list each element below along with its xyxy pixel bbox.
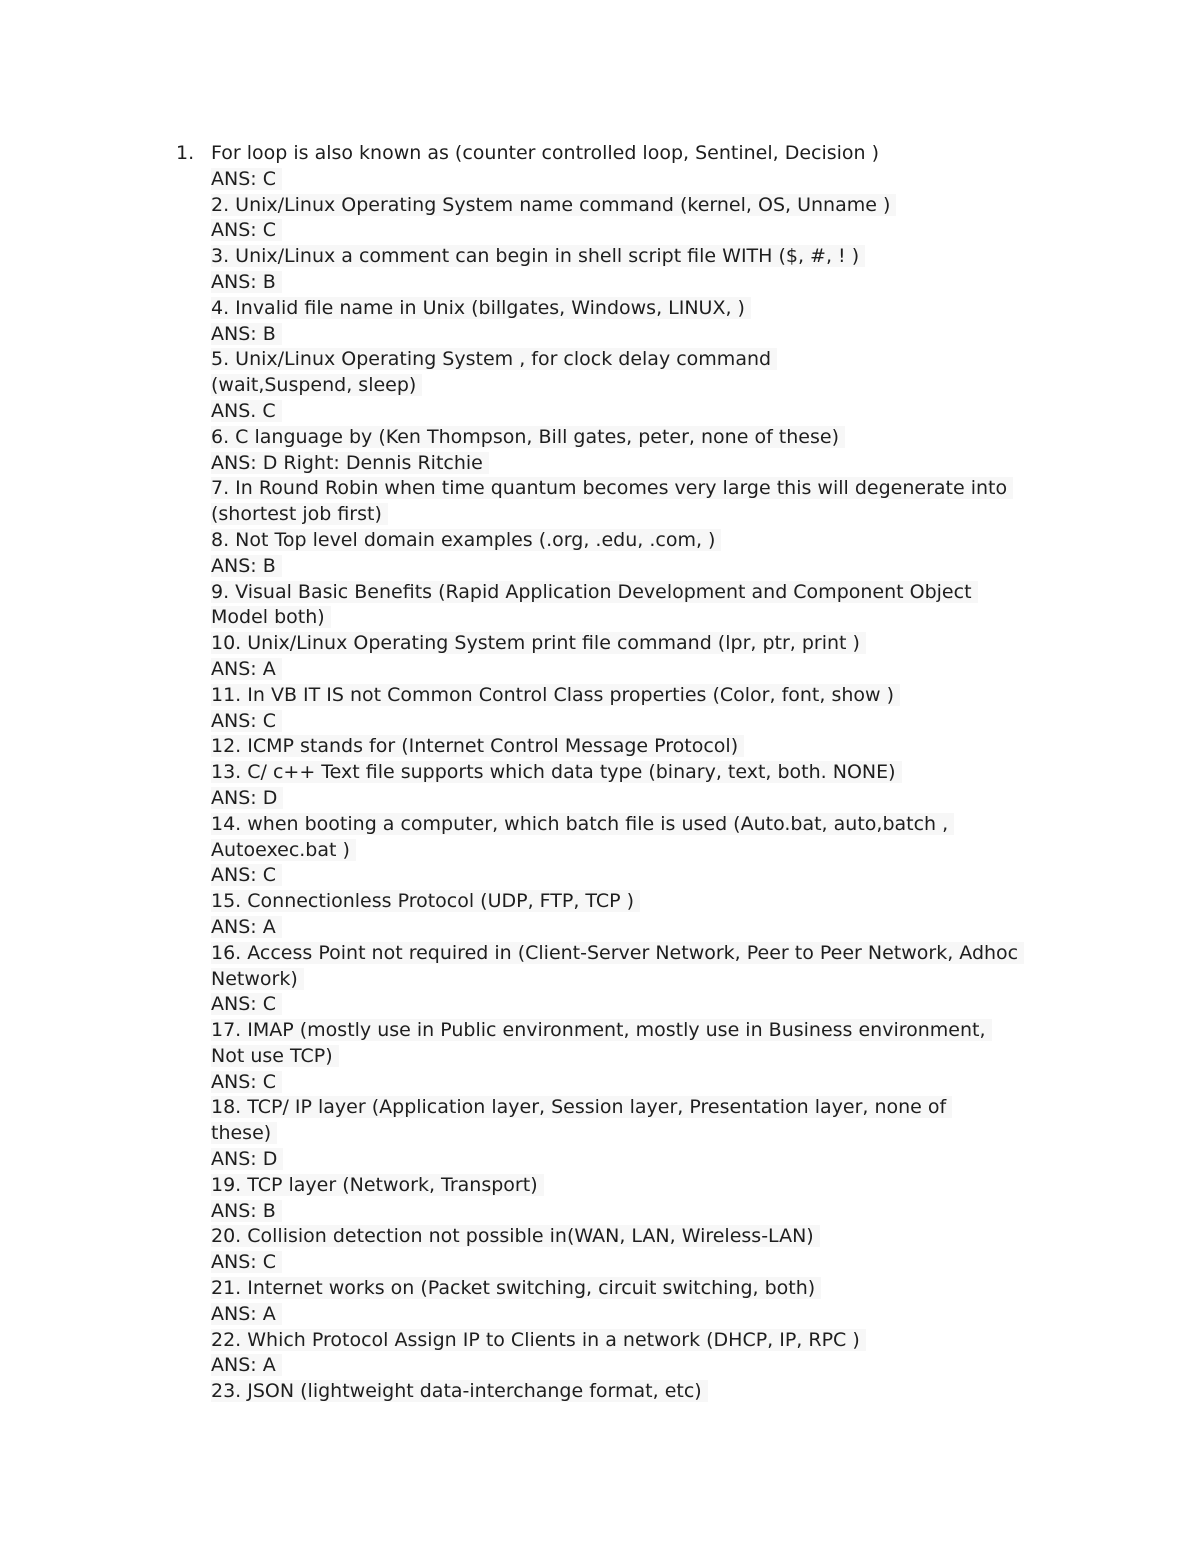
text-line: [211, 1044, 1081, 1070]
text-line: [211, 425, 1081, 451]
text-line: [211, 218, 1081, 244]
text-line: [211, 270, 1081, 296]
text-line-content: ANS: A: [211, 1303, 282, 1325]
text-line: [211, 657, 1081, 683]
text-line-content: ANS: B: [211, 555, 282, 577]
text-line-content: 10. Unix/Linux Operating System print file command (lpr, ptr, print ): [211, 632, 866, 654]
text-line: [211, 1018, 1081, 1044]
text-line: [211, 554, 1081, 580]
text-line: [211, 141, 1081, 167]
text-line-content: 19. TCP layer (Network, Transport): [211, 1174, 544, 1196]
text-line-content: ANS: C: [211, 219, 282, 241]
text-line: [211, 1173, 1081, 1199]
text-line: [211, 1379, 1081, 1405]
text-line: [211, 322, 1081, 348]
text-line: [211, 734, 1081, 760]
text-line-content: 2. Unix/Linux Operating System name command (kernel, OS, Unname ): [211, 194, 896, 216]
text-line: [211, 863, 1081, 889]
list-number: 1.: [176, 142, 195, 164]
text-line-content: ANS. C: [211, 400, 282, 422]
text-line-content: ANS: A: [211, 1354, 282, 1376]
text-line-content: Network): [211, 968, 304, 990]
text-line: [211, 1199, 1081, 1225]
question-list: [211, 141, 1081, 1405]
text-line-content: 13. C/ c++ Text file supports which data type (binary, text, both. NONE): [211, 761, 902, 783]
text-line-content: ANS: B: [211, 323, 282, 345]
text-line-content: ANS: D: [211, 1148, 283, 1170]
text-line: [211, 399, 1081, 425]
text-line-content: 5. Unix/Linux Operating System , for clock delay command: [211, 348, 777, 370]
text-line: [211, 1353, 1081, 1379]
text-line: [211, 1147, 1081, 1173]
text-line: [211, 296, 1081, 322]
text-line-content: ANS: C: [211, 993, 282, 1015]
text-line: [211, 476, 1081, 502]
text-line: [211, 1070, 1081, 1096]
text-line: [211, 244, 1081, 270]
text-line-content: ANS: D: [211, 787, 283, 809]
text-line-content: 8. Not Top level domain examples (.org, .edu, .com, ): [211, 529, 721, 551]
text-line: [211, 193, 1081, 219]
text-line-content: Autoexec.bat ): [211, 839, 356, 861]
text-line-content: 9. Visual Basic Benefits (Rapid Application Development and Component Object: [211, 581, 978, 603]
text-line: [211, 1250, 1081, 1276]
text-line-content: ANS: B: [211, 271, 282, 293]
text-line-content: 12. ICMP stands for (Internet Control Message Protocol): [211, 735, 744, 757]
text-line: [211, 580, 1081, 606]
text-line: [211, 1328, 1081, 1354]
text-line-content: ANS: A: [211, 916, 282, 938]
text-line: [211, 502, 1081, 528]
text-line: [211, 915, 1081, 941]
text-line-content: 7. In Round Robin when time quantum becomes very large this will degenerate into: [211, 477, 1013, 499]
text-line-content: (wait,Suspend, sleep): [211, 374, 422, 396]
text-line-content: 16. Access Point not required in (Client-Server Network, Peer to Peer Network, Adhoc: [211, 942, 1024, 964]
text-line: [211, 1224, 1081, 1250]
text-line: [211, 889, 1081, 915]
text-line: [211, 1095, 1081, 1121]
text-line: [211, 683, 1081, 709]
text-line-content: 22. Which Protocol Assign IP to Clients in a network (DHCP, IP, RPC ): [211, 1329, 866, 1351]
text-line: [211, 1121, 1081, 1147]
text-line-content: Model both): [211, 606, 331, 628]
text-line: [211, 812, 1081, 838]
text-line: [211, 373, 1081, 399]
text-line: [211, 786, 1081, 812]
text-line-content: ANS: C: [211, 864, 282, 886]
text-line-content: 11. In VB IT IS not Common Control Class properties (Color, font, show ): [211, 684, 900, 706]
text-line: [211, 967, 1081, 993]
text-line-content: ANS: C: [211, 1251, 282, 1273]
text-line: [211, 709, 1081, 735]
text-line-content: For loop is also known as (counter controlled loop, Sentinel, Decision ): [211, 142, 880, 164]
text-line-content: 23. JSON (lightweight data-interchange format, etc): [211, 1380, 708, 1402]
text-line: [211, 631, 1081, 657]
text-line-content: 20. Collision detection not possible in(WAN, LAN, Wireless-LAN): [211, 1225, 820, 1247]
text-line-content: ANS: C: [211, 168, 282, 190]
text-line-content: 17. IMAP (mostly use in Public environment, mostly use in Business environment,: [211, 1019, 992, 1041]
text-line-content: 14. when booting a computer, which batch file is used (Auto.bat, auto,batch ,: [211, 813, 954, 835]
text-line: [211, 760, 1081, 786]
text-line: [211, 451, 1081, 477]
text-line: [211, 1302, 1081, 1328]
text-line: [211, 167, 1081, 193]
text-line: [211, 992, 1081, 1018]
text-line-content: Not use TCP): [211, 1045, 339, 1067]
text-line-content: ANS: C: [211, 1071, 282, 1093]
text-line-content: 3. Unix/Linux a comment can begin in shell script file WITH ($, #, ! ): [211, 245, 865, 267]
text-line: [211, 605, 1081, 631]
text-line: [211, 1276, 1081, 1302]
text-line-content: 21. Internet works on (Packet switching, circuit switching, both): [211, 1277, 821, 1299]
text-line: [211, 347, 1081, 373]
text-line-content: ANS: B: [211, 1200, 282, 1222]
text-line-content: 4. Invalid file name in Unix (billgates, Windows, LINUX, ): [211, 297, 751, 319]
text-line-content: ANS: A: [211, 658, 282, 680]
text-line-content: these): [211, 1122, 277, 1144]
text-line: [211, 941, 1081, 967]
text-line-content: 18. TCP/ IP layer (Application layer, Session layer, Presentation layer, none of: [211, 1096, 952, 1118]
text-line-content: (shortest job first): [211, 503, 388, 525]
text-line: [211, 528, 1081, 554]
text-line-content: 6. C language by (Ken Thompson, Bill gates, peter, none of these): [211, 426, 845, 448]
text-line: [211, 838, 1081, 864]
text-line-content: ANS: C: [211, 710, 282, 732]
text-line-content: ANS: D Right: Dennis Ritchie: [211, 452, 489, 474]
text-line-content: 15. Connectionless Protocol (UDP, FTP, TCP ): [211, 890, 640, 912]
